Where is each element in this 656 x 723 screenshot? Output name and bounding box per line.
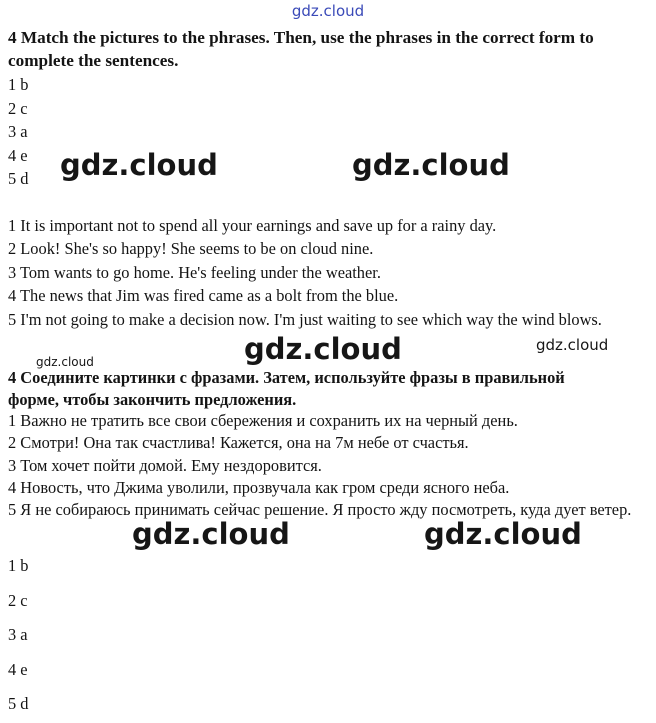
match-item: 5 d bbox=[8, 169, 29, 188]
match-item-ru: 1 b bbox=[8, 556, 29, 575]
task-title-en: 4 Match the pictures to the phrases. Then, use the phrases in the correct form to complete the sentences. bbox=[8, 28, 594, 70]
match-item: 2 c bbox=[8, 99, 28, 118]
sentence-ru: 4 Новость, что Джима уволили, прозвучала как гром среди ясного неба. bbox=[8, 478, 510, 497]
sentence-en: 1 It is important not to spend all your earnings and save up for a rainy day. bbox=[8, 216, 497, 235]
watermark: gdz.cloud bbox=[244, 332, 402, 366]
match-item-ru: 3 a bbox=[8, 625, 28, 644]
sentence-en: 3 Tom wants to go home. He's feeling under the weather. bbox=[8, 263, 381, 282]
match-item-ru: 2 c bbox=[8, 591, 28, 610]
match-item: 4 e bbox=[8, 146, 28, 165]
match-item-ru: 4 e bbox=[8, 660, 28, 679]
match-item: 1 b bbox=[8, 75, 29, 94]
watermark: gdz.cloud bbox=[132, 517, 290, 551]
match-item: 3 a bbox=[8, 122, 28, 141]
sentence-en: 2 Look! She's so happy! She seems to be on cloud nine. bbox=[8, 239, 374, 258]
sentence-ru: 1 Важно не тратить все свои сбережения и сохранить их на черный день. bbox=[8, 411, 518, 430]
watermark: gdz.cloud bbox=[424, 517, 582, 551]
match-item-ru: 5 d bbox=[8, 694, 29, 713]
sentence-ru: 3 Том хочет пойти домой. Ему нездоровится. bbox=[8, 456, 322, 475]
sentence-en: 4 The news that Jim was fired came as a bolt from the blue. bbox=[8, 286, 399, 305]
sentence-en: 5 I'm not going to make a decision now. I'm just waiting to see which way the wind blows. bbox=[8, 310, 602, 329]
watermark-header: gdz.cloud bbox=[291, 2, 365, 20]
task-title-ru: 4 Соедините картинки с фразами. Затем, используйте фразы в правильной форме, чтобы закончить предложения. bbox=[8, 368, 565, 409]
sentence-ru: 5 Я не собираюсь принимать сейчас решение. Я просто жду посмотреть, куда дует ветер. bbox=[8, 500, 632, 519]
watermark: gdz.cloud bbox=[352, 148, 510, 182]
sentence-ru: 2 Смотри! Она так счастлива! Кажется, она на 7м небе от счастья. bbox=[8, 433, 469, 452]
watermark: gdz.cloud bbox=[36, 355, 94, 369]
watermark: gdz.cloud bbox=[60, 148, 218, 182]
watermark: gdz.cloud bbox=[536, 336, 609, 354]
